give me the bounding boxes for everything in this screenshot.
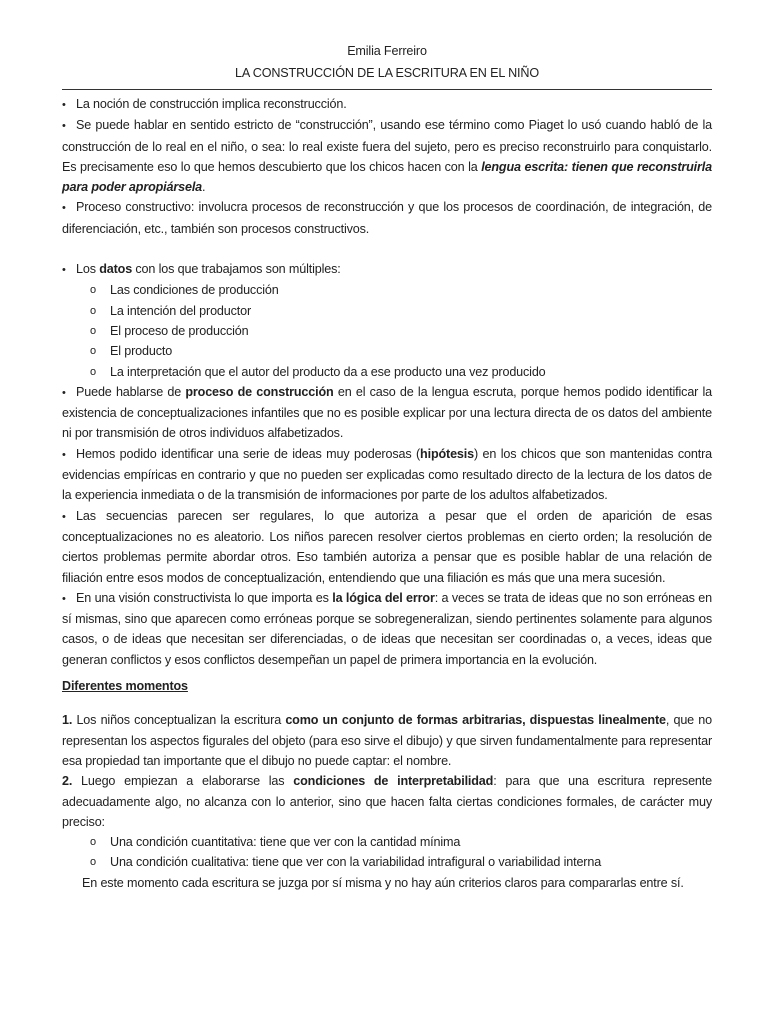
emphasis-text: condiciones de interpretabilidad bbox=[293, 774, 494, 789]
author-name: Emilia Ferreiro bbox=[347, 44, 427, 58]
paragraph-text: Los bbox=[76, 262, 100, 277]
paragraph-proceso-constructivo bbox=[62, 197, 712, 239]
list-item: o La intención del productor bbox=[90, 301, 712, 321]
conditions-list bbox=[62, 832, 712, 873]
emphasis-text: hipótesis bbox=[420, 446, 474, 461]
paragraph-text: . bbox=[202, 180, 206, 195]
emphasis-text: la lógica del error bbox=[332, 590, 435, 605]
paragraph-sentido-estricto bbox=[62, 115, 712, 197]
item-number: 1. bbox=[62, 713, 73, 728]
paragraph-text: : a veces se trata de ideas que no son erróneas en sí mismas, sino que aparecen como erróneas porque se sobregeneralizan, siendo pertinentes solamente para algunos casos, o de ideas que necesitan ser diferenciadas, o de ideas que necesitan ser coordinadas o, a veces, ideas que generan conflictos y esos conflictos desempeñan un papel de primera importancia en la evolución. bbox=[62, 590, 712, 667]
emphasis-text: datos bbox=[99, 262, 133, 277]
emphasis-text: proceso de construcción bbox=[185, 384, 334, 399]
paragraph-text: , que no representan los aspectos figurales del objeto (para eso sirve el dibujo) y que sirven fundamentalmente para representar esa propiedad tan importante que el dibujo no puede captar: el nombre. bbox=[62, 713, 712, 768]
item-number: 2. bbox=[62, 774, 73, 789]
document-page bbox=[62, 40, 712, 893]
paragraph-text: en el caso de la lengua escruta, porque hemos podido identificar la existencia de conceptualizaciones infantiles que no es posible explicar por una lectura directa de os datos del ambiente ni por transmisión de otros individuos alfabetizados. bbox=[62, 384, 713, 441]
paragraph-text: ) en los chicos que son mantenidas contra evidencias empíricas en contrario y que no pueden ser explicadas como resultado directo de la lectura de los datos de la experiencia inmediata o de la transmisión de informaciones por parte de los adultos alfabetizados. bbox=[62, 446, 712, 503]
paragraph-text: : para que una escritura represente adecuadamente algo, no alcanza con lo anterior, sino que hacen falta ciertas condiciones formales, de carácter muy preciso: bbox=[62, 774, 712, 829]
list-item: o El proceso de producción bbox=[90, 321, 712, 341]
paragraph-construccion bbox=[62, 94, 712, 115]
paragraph-momento-1 bbox=[62, 710, 712, 771]
datos-list bbox=[62, 280, 712, 381]
paragraph-text: La noción de construcción implica reconstrucción. bbox=[76, 97, 347, 111]
list-item: o Una condición cualitativa: tiene que ver con la variabilidad intrafigural o variabilidad interna bbox=[90, 852, 712, 872]
paragraph-text: con los que trabajamos son múltiples: bbox=[132, 262, 341, 277]
paragraph-text: Los niños conceptualizan la escritura bbox=[72, 713, 286, 728]
paragraph-momento-2 bbox=[62, 771, 712, 832]
paragraph-text: Luego empiezan a elaborarse las bbox=[72, 774, 294, 789]
paragraph-secuencias bbox=[62, 506, 712, 588]
paragraph-text: Se puede hablar en sentido estricto de “construcción”, usando ese término como Piaget lo usó cuando habló de la construcción de lo real en el niño, o sea: lo real existe fuera del sujeto, pero es preciso reconstruirlo para conquistarlo. Es precisamente eso lo que hemos descubierto que los chicos hacen con la bbox=[62, 118, 712, 174]
title-divider bbox=[62, 89, 712, 90]
document-title: LA CONSTRUCCIÓN DE LA ESCRITURA EN EL NIÑO bbox=[235, 66, 539, 80]
paragraph-datos bbox=[62, 259, 712, 280]
emphasis-text: como un conjunto de formas arbitrarias, dispuestas linealmente bbox=[285, 713, 666, 728]
paragraph-logica-del-error bbox=[62, 588, 712, 670]
list-item: o El producto bbox=[90, 341, 712, 361]
emphasis-text: lengua escrita: tienen que reconstruirla para poder apropiársela bbox=[62, 159, 712, 195]
spacer bbox=[62, 239, 712, 259]
paragraph-text: Puede hablarse de bbox=[76, 384, 186, 399]
section-heading: Diferentes momentos bbox=[62, 679, 188, 694]
paragraph-hipotesis bbox=[62, 444, 712, 506]
paragraph-text: En una visión constructivista lo que importa es bbox=[76, 590, 333, 605]
list-item: o Una condición cuantitativa: tiene que ver con la cantidad mínima bbox=[90, 832, 712, 852]
list-item: o La interpretación que el autor del producto da a ese producto una vez producido bbox=[90, 362, 712, 382]
paragraph-text: Proceso constructivo: involucra procesos de reconstrucción y que los procesos de coordinación, de integración, de diferenciación, etc., también son procesos constructivos. bbox=[62, 200, 712, 236]
list-item: o Las condiciones de producción bbox=[90, 280, 712, 300]
paragraph-closing: En este momento cada escritura se juzga por sí misma y no hay aún criterios claros para compararlas entre sí. bbox=[82, 875, 684, 890]
paragraph-text: Las secuencias parecen ser regulares, lo que autoriza a pesar que el orden de aparición de esas conceptualizaciones no es aleatorio. Los niños parecen resolver ciertos problemas en cierto orden; la resolución de ciertos problemas permite abordar otros. Eso también autoriza a pensar que es posible hablar de una relación de filiación entre esos modos de conceptualización, entendiendo que una filiación es más que una mera sucesión. bbox=[62, 508, 712, 585]
paragraph-text: Hemos podido identificar una serie de ideas muy poderosas ( bbox=[76, 446, 421, 461]
paragraph-proceso-de-construccion bbox=[62, 382, 712, 444]
